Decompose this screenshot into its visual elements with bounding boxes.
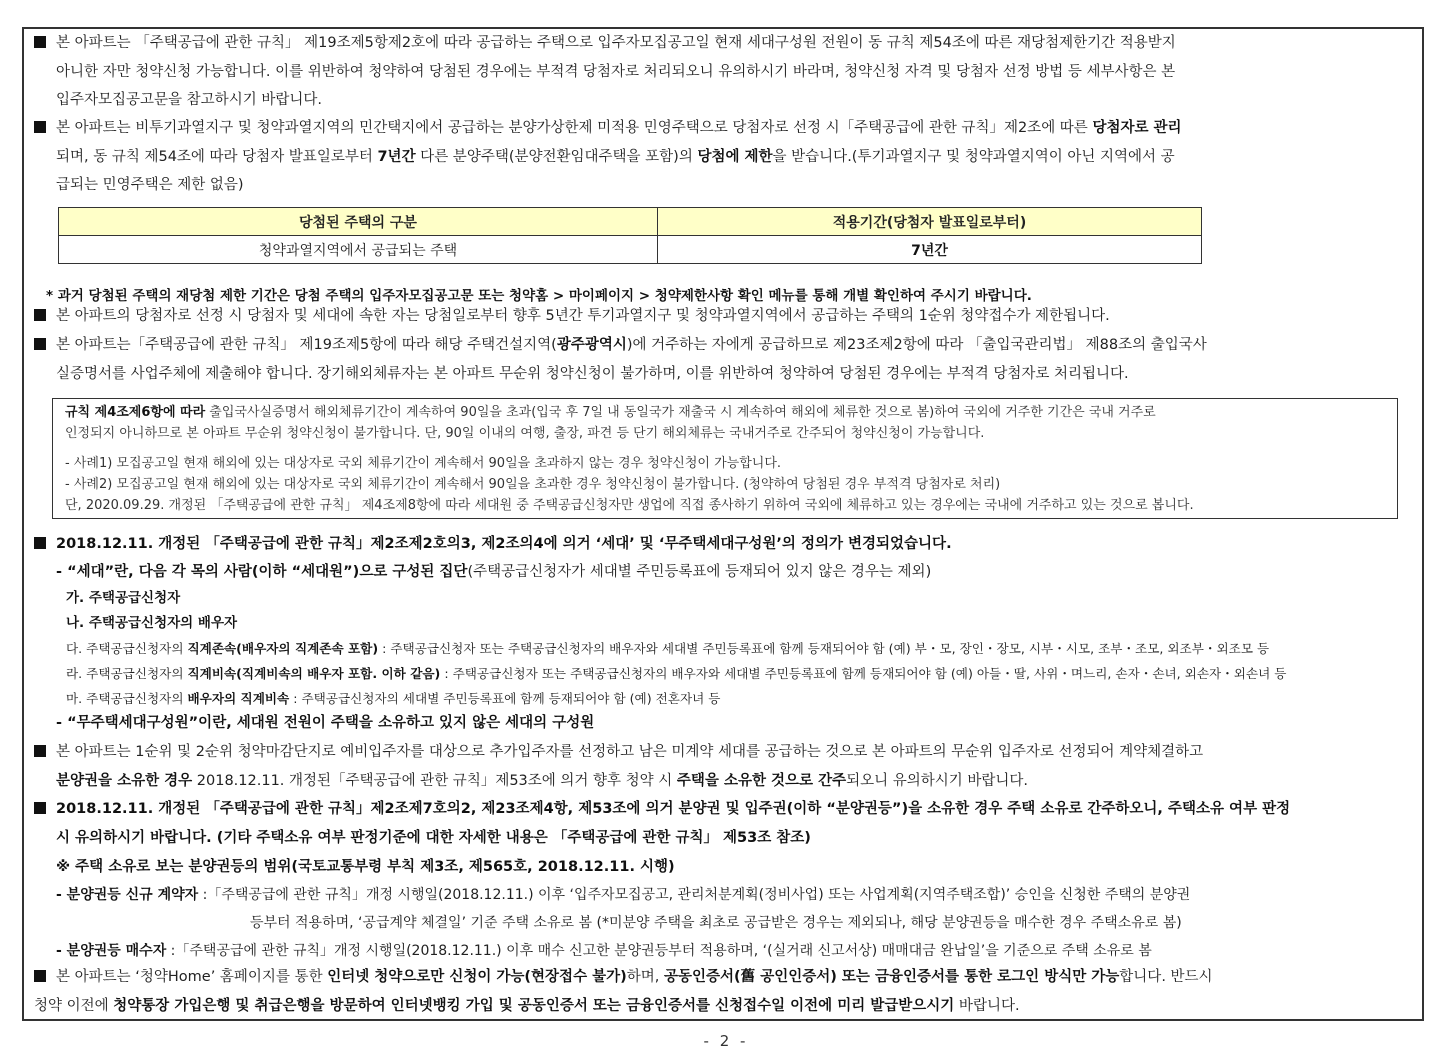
table-row xyxy=(59,236,1202,264)
square-bullet-icon xyxy=(34,537,46,549)
paragraph-first-rank-limit: 본 아파트의 당첨자로 선정 시 당첨자 및 세대에 속한 자는 당첨일로부터 향후 5년간 투기과열지구 및 청약과열지역에서 공급하는 주택의 1순위 청약접수가 제한됩니다. xyxy=(34,302,1416,331)
new-contractor-line: - 분양권등 신규 계약자 :「주택공급에 관한 규칙」개정 시행일(2018.12.11.) 이후 ‘입주자모집공고, 관리처분계획(정비사업) 또는 사업계획(지역주택조합)’ 승인을 신청한 주택의 분양권 xyxy=(56,887,1191,903)
table-cell: 청약과열지역에서 공급되는 주택 xyxy=(59,236,658,264)
homeless-member-definition: - “무주택세대구성원”이란, 세대원 전원이 주택을 소유하고 있지 않은 세대의 구성원 xyxy=(56,715,595,731)
table-header-cell: 당첨된 주택의 구분 xyxy=(59,208,658,236)
paragraph-household-definition: 2018.12.11. 개정된 「주택공급에 관한 규칙」제2조제2호의3, 제2조의4에 의거 ‘세대’ 및 ‘무주택세대구성원’의 정의가 변경되었습니다. xyxy=(34,530,1416,559)
presale-scope-note: ※ 주택 소유로 보는 분양권등의 범위(국토교통부령 부칙 제3조, 제565호, 2018.12.11. 시행) xyxy=(56,859,675,875)
household-item-na: 나. 주택공급신청자의 배우자 xyxy=(66,615,238,631)
paragraph-online-application: 본 아파트는 ‘청약Home’ 홈페이지를 통한 인터넷 청약으로만 신청이 가능(현장접수 불가)하며, 공동인증서(舊 공인인증서) 또는 금융인증서를 통한 로그인 방식만 가능합니다. 반드시 청약 이전에 청약통장 가입은행 및 취급은행을 방문하여 인터넷뱅킹 가입 및 공동인증서 또는 금융인증서를 신청접수일 이전에 미리 발급받으시기 바랍니다. xyxy=(34,969,1213,1014)
paragraph-presale-right: 본 아파트는 1순위 및 2순위 청약마감단지로 예비입주자를 대상으로 추가입주자를 선정하고 남은 미계약 세대를 공급하는 것으로 본 아파트의 무순위 입주자로 선정되어 계약체결하고 분양권을 소유한 경우 2018.12.11. 개정된「주택공급에 관한 규칙」제53조에 의거 향후 청약 시 주택을 소유한 것으로 간주되오니 유의하시기 바랍니다. xyxy=(34,738,1416,795)
square-bullet-icon xyxy=(34,309,46,321)
paragraph-winner-management: 본 아파트는 비투기과열지구 및 청약과열지역의 민간택지에서 공급하는 분양가상한제 미적용 민영주택으로 당첨자로 선정 시「주택공급에 관한 규칙」제2조에 따른 당첨자로 관리 되며, 동 규칙 제54조에 따라 당첨자 발표일로부터 7년간 다른 분양주택(분양전환임대주택을 포함)의 당첨에 제한을 받습니다.(투기과열지구 및 청약과열지역이 아닌 지역에서 공 급되는 민영주택은 제한 없음) xyxy=(34,114,1416,200)
household-item-ga: 가. 주택공급신청자 xyxy=(66,590,181,606)
new-contractor-line-2: 등부터 적용하며, ‘공급계약 체결일’ 기준 주택 소유로 봄 (*미분양 주택을 최초로 공급받은 경우는 제외되나, 해당 분양권등을 매수한 경우 주택소유로 봄) xyxy=(250,915,1182,931)
household-item-ma: 마. 주택공급신청자의 배우자의 직계비속 : 주택공급신청자의 세대별 주민등록표에 함께 등재되어야 함 (예) 전혼자녀 등 xyxy=(66,691,721,706)
household-item-da: 다. 주택공급신청자의 직계존속(배우자의 직계존속 포함) : 주택공급신청자 또는 주택공급신청자의 배우자와 세대별 주민등록표에 함께 등재되어야 함 (예) 부・모, 장인・장모, 시부・시모, 조부・조모, 외조부・외조모 등 xyxy=(66,641,1270,656)
document-frame xyxy=(22,27,1424,1021)
paragraph-residency: 본 아파트는「주택공급에 관한 규칙」 제19조제5항에 따라 해당 주택건설지역(광주광역시)에 거주하는 자에게 공급하므로 제23조제2항에 따라 「출입국관리법」 제88조의 출입국사 실증명서를 사업주체에 제출해야 합니다. 장기해외체류자는 본 아파트 무순위 청약신청이 불가하며, 이를 위반하여 청약하여 당첨된 경우에는 부적격 당첨자로 처리됩니다. xyxy=(34,331,1416,388)
square-bullet-icon xyxy=(34,338,46,350)
rewin-check-note: * 과거 당첨된 주택의 재당첨 제한 기간은 당첨 주택의 입주자모집공고문 또는 청약홈 > 마이페이지 > 청약제한사항 확인 메뉴를 통해 개별 확인하여 주시기 바랍니다. xyxy=(46,288,1032,304)
table-header-cell: 적용기간(당첨자 발표일로부터) xyxy=(658,208,1202,236)
buyer-line: - 분양권등 매수자 :「주택공급에 관한 규칙」개정 시행일(2018.12.11.) 이후 매수 신고한 분양권등부터 적용하며, ‘(실거래 신고서상) 매매대금 완납일’을 기준으로 주택 소유로 봄 xyxy=(56,943,1152,959)
square-bullet-icon xyxy=(34,121,46,133)
page-number: - 2 - xyxy=(703,1032,749,1050)
paragraph-rewin-restriction: 본 아파트는 「주택공급에 관한 규칙」 제19조제5항제2호에 따라 공급하는 주택으로 입주자모집공고일 현재 세대구성원 전원이 동 규칙 제54조에 따른 재당첨제한기간 적용받지 아니한 자만 청약신청 가능합니다. 이를 위반하여 청약하여 당첨된 경우에는 부적격 당첨자로 처리되오니 유의하시기 바라며, 청약신청 자격 및 당첨자 선정 방법 등 세부사항은 본 입주자모집공고문을 참고하시기 바랍니다. xyxy=(34,29,1416,115)
paragraph-ownership-rule: 2018.12.11. 개정된 「주택공급에 관한 규칙」제2조제7호의2, 제23조제4항, 제53조에 의거 분양권 및 입주권(이하 “분양권등”)을 소유한 경우 주택 소유로 간주하오니, 주택소유 여부 판정 시 유의하시기 바랍니다. (기타 주택소유 여부 판정기준에 대한 자세한 내용은 「주택공급에 관한 규칙」 제53조 참조) xyxy=(34,795,1416,852)
overseas-stay-box: 규칙 제4조제6항에 따라 출입국사실증명서 해외체류기간이 계속하여 90일을 초과(입국 후 7일 내 동일국가 재출국 시 계속하여 해외에 체류한 것으로 봄)하여 국외에 거주한 기간은 국내 거주로 인정되지 아니하므로 본 아파트 무순위 청약신청이 불가합니다. 단, 90일 이내의 여행, 출장, 파견 등 단기 해외체류는 국내거주로 간주되어 청약신청이 가능합니다. - 사례1) 모집공고일 현재 해외에 있는 대상자로 국외 체류기간이 계속해서 90일을 초과하지 않는 경우 청약신청이 가능합니다. - 사례2) 모집공고일 현재 해외에 있는 대상자로 국외 체류기간이 계속해서 90일을 초과한 경우 청약신청이 불가합니다. (청약하여 당첨된 경우 부적격 당첨자로 처리) 단, 2020.09.29. 개정된 「주택공급에 관한 규칙」 제4조제8항에 따라 세대원 중 주택공급신청자만 생업에 직접 종사하기 위하여 국외에 체류하고 있는 경우에는 국내에 거주하고 있는 것으로 봅니다. xyxy=(52,398,1398,519)
square-bullet-icon xyxy=(34,745,46,757)
table-cell: 7년간 xyxy=(658,236,1202,264)
square-bullet-icon xyxy=(34,36,46,48)
household-item-ra: 라. 주택공급신청자의 직계비속(직계비속의 배우자 포함. 이하 같음) : 주택공급신청자 또는 주택공급신청자의 배우자와 세대별 주민등록표에 함께 등재되어야 함 (예) 아들・딸, 사위・며느리, 손자・손녀, 외손자・외손녀 등 xyxy=(66,666,1287,681)
restriction-period-table xyxy=(58,207,1202,264)
table-header-row xyxy=(59,208,1202,236)
household-definition-line: - “세대”란, 다음 각 목의 사람(이하 “세대원”)으로 구성된 집단(주택공급신청자가 세대별 주민등록표에 등재되어 있지 않은 경우는 제외) xyxy=(56,564,932,580)
square-bullet-icon xyxy=(34,802,46,814)
square-bullet-icon xyxy=(34,970,46,982)
